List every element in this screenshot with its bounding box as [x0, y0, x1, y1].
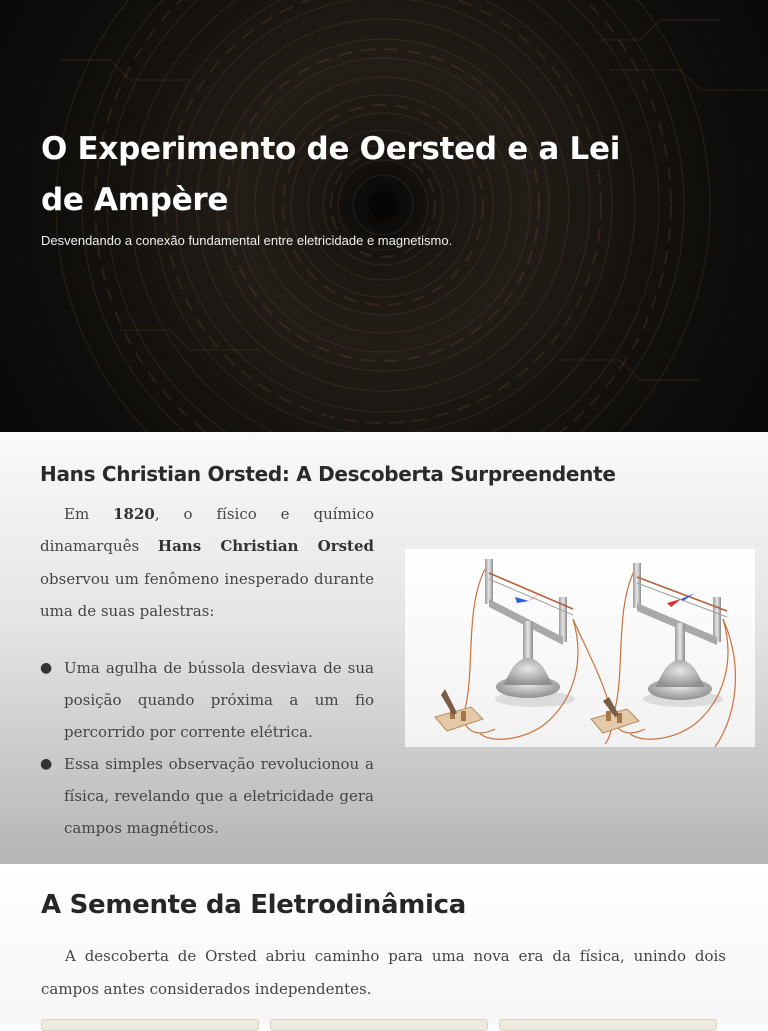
card-row: [41, 1019, 731, 1029]
list-item-text: Essa simples observação revolucionou a física, revelando que a eletricidade gera campos magnéticos.: [64, 755, 374, 837]
intro-text-middle: , o físico e químico dinamarquês: [40, 505, 374, 556]
list-item-text: Uma agulha de bússola desviava de sua posição quando próxima a um fio percorrido por corrente elétrica.: [64, 659, 374, 741]
orsted-intro-paragraph: [40, 498, 374, 627]
oersted-experiment-image: [405, 549, 755, 747]
info-card: [41, 1019, 259, 1031]
intro-text-end: observou um fenômeno inesperado durante uma de suas palestras:: [40, 569, 374, 620]
intro-text-start: Em: [64, 505, 114, 523]
bullet-icon: ●: [40, 660, 53, 676]
intro-scientist-name: Hans Christian Orsted: [157, 537, 375, 556]
info-card: [499, 1019, 717, 1031]
page-title: O Experimento de Oersted e a Lei de Ampère: [41, 131, 621, 218]
list-item: [40, 748, 374, 844]
page-subtitle: Desvendando a conexão fundamental entre eletricidade e magnetismo.: [41, 233, 453, 248]
orsted-section: [0, 432, 768, 864]
intro-year: 1820: [113, 505, 155, 523]
electrodynamics-section-title: A Semente da Eletrodinâmica: [41, 890, 466, 920]
observation-list: [40, 652, 374, 844]
oersted-apparatus-icon: [405, 549, 755, 747]
electrodynamics-paragraph: A descoberta de Orsted abriu caminho para uma nova era da física, unindo dois campos antes considerados independentes.: [41, 947, 726, 998]
hero-banner: [0, 0, 768, 432]
info-card: [270, 1019, 488, 1031]
list-item: [40, 652, 374, 748]
electrodynamics-section: [0, 864, 768, 1024]
orsted-section-title: Hans Christian Orsted: A Descoberta Surpreendente: [40, 462, 616, 486]
bullet-icon: ●: [40, 756, 53, 772]
